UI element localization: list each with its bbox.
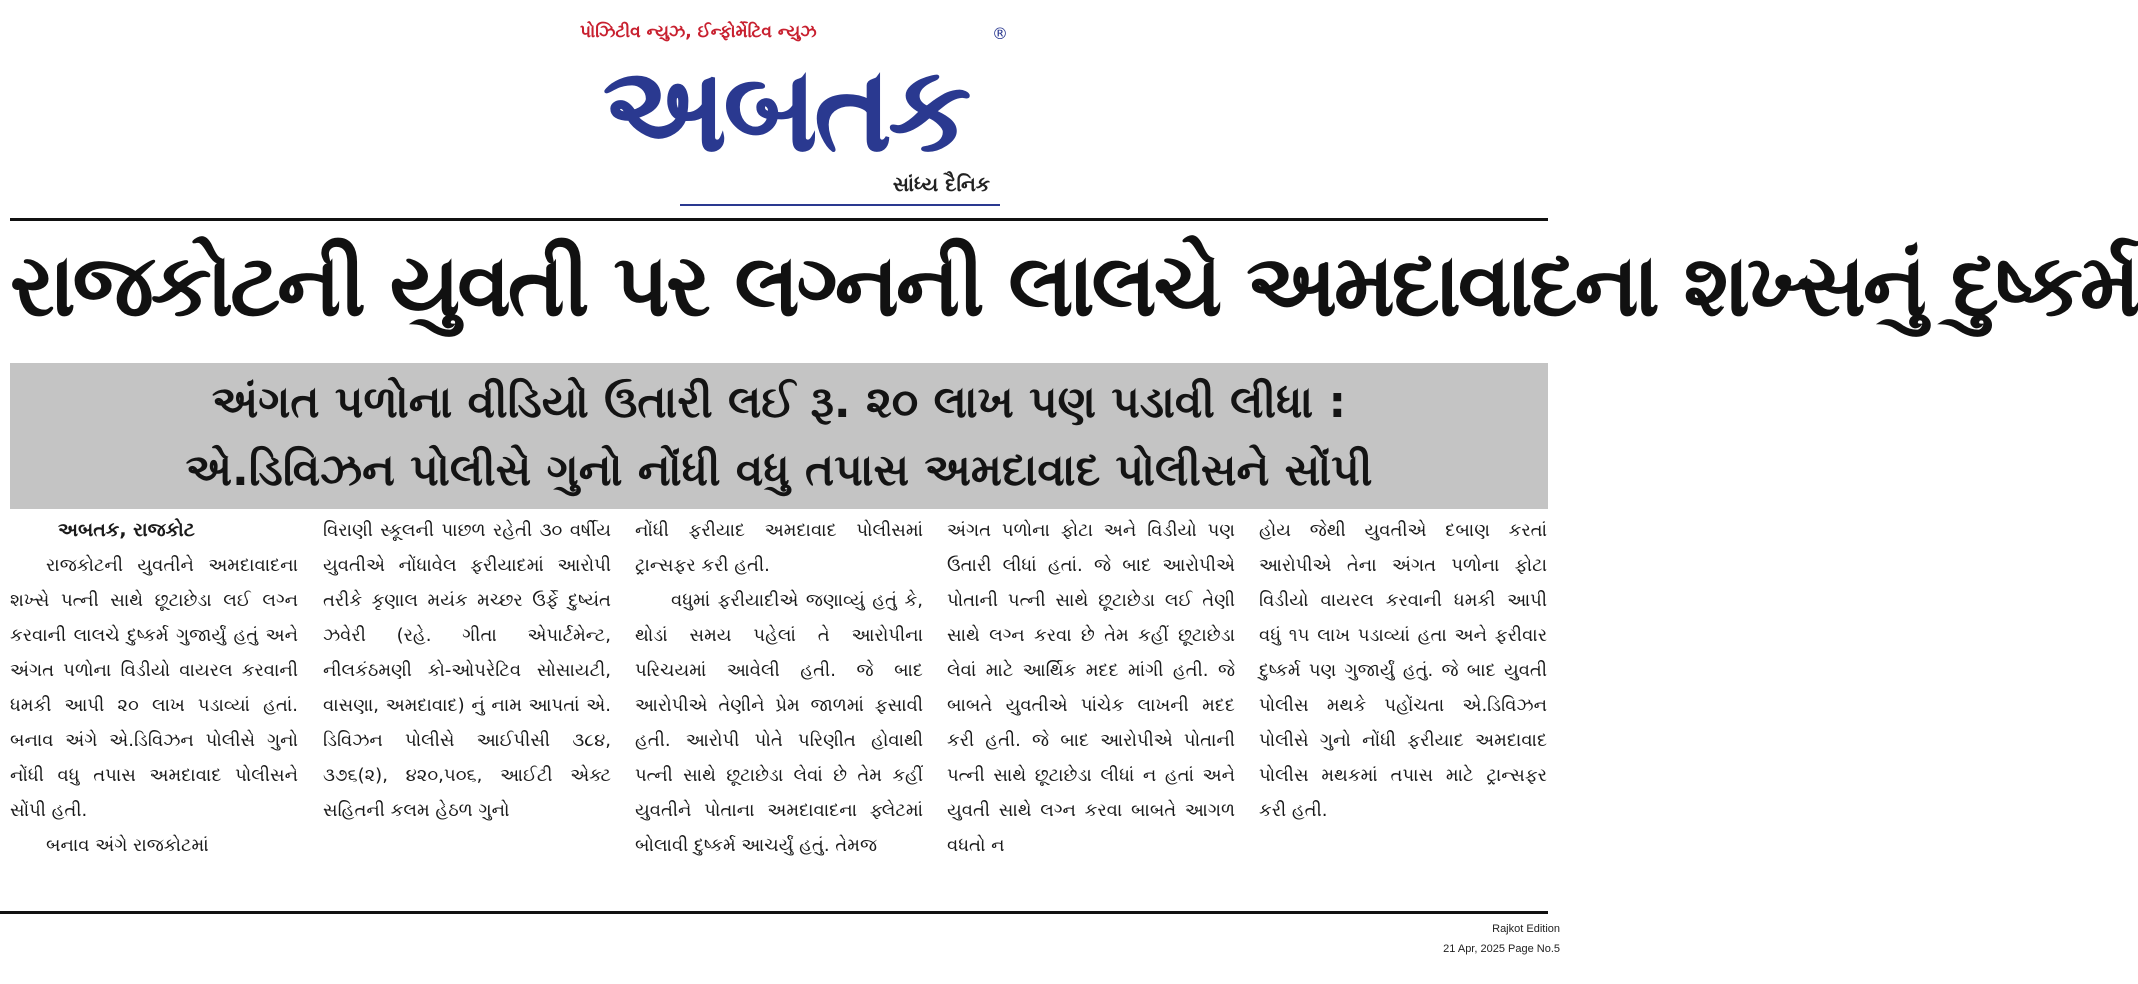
article-column-4 bbox=[947, 513, 1235, 905]
paragraph: વધુમાં ફરીયાદીએ જણાવ્યું હતું કે, થોડાં સમય પહેલાં તે આરોપીના પરિચયમાં આવેલી હતી. જે બાદ આરોપીએ તેણીને પ્રેમ જાળમાં ફસાવી હતી. આરોપી પોતે પરિણીત હોવાથી પત્ની સાથે છૂટાછેડા લેવાં છે તેમ કહીં યુવતીને પોતાના અમદાવાદના ફ્લેટમાં બોલાવી દુષ્કર્મ આચર્યું હતું. તેમજ bbox=[635, 590, 923, 856]
paragraph: અંગત પળોના ફોટા અને વિડીયો પણ ઉતારી લીધાં હતાં. જે બાદ આરોપીએ પોતાની પત્ની સાથે છૂટાછેડા લઈ તેણી સાથે લગ્ન કરવા છે તેમ કહીં છૂટાછેડા લેવાં માટે આર્થિક મદદ માંગી હતી. જે બાબતે યુવતીએ પાંચેક લાખની મદદ કરી હતી. જે બાદ આરોપીએ પોતાની પત્ની સાથે છૂટાછેડા લીધાં ન હતાં અને યુવતી સાથે લગ્ન કરવા બાબતે આગળ વધતો ન bbox=[947, 520, 1235, 856]
edition-info bbox=[1443, 919, 1560, 959]
edition-date-page: 21 Apr, 2025 Page No.5 bbox=[1443, 943, 1560, 955]
edition-name: Rajkot Edition bbox=[1492, 923, 1560, 935]
paragraph: હોય જેથી યુવતીએ દબાણ કરતાં આરોપીએ તેના અંગત પળોના ફોટા વિડીયો વાયરલ કરવાની ધમકી આપી વધું ૧૫ લાખ પડાવ્યાં હતા અને ફરીવાર દુષ્કર્મ પણ ગુજાર્યું હતું. જે બાદ યુવતી પોલીસ મથકે પહોંચતા એ.ડિવિઝન પોલીસે ગુનો નોંધી ફરીયાદ અમદાવાદ પોલીસ મથકમાં તપાસ માટે ટ્રાન્સફર કરી હતી. bbox=[1259, 520, 1547, 821]
tagline: પોઝિટીવ ન્યુઝ, ઈન્ફોર્મેટિવ ન્યુઝ bbox=[580, 22, 817, 42]
article-column-3 bbox=[635, 513, 923, 905]
paragraph: બનાવ અંગે રાજકોટમાં bbox=[46, 835, 209, 856]
article-column-1 bbox=[10, 513, 298, 905]
article-column-5 bbox=[1259, 513, 1547, 905]
masthead bbox=[560, 14, 1030, 204]
paragraph: નોંધી ફરીયાદ અમદાવાદ પોલીસમાં ટ્રાન્સફર કરી હતી. bbox=[635, 520, 923, 576]
article-body bbox=[10, 513, 1550, 905]
subheadline-box bbox=[10, 363, 1548, 509]
subheadline-line-2: એ.ડિવિઝન પોલીસે ગુનો નોંધી વધુ તપાસ અમદાવાદ પોલીસને સોંપી bbox=[185, 445, 1373, 496]
bottom-rule bbox=[0, 911, 1548, 914]
paragraph: વિરાણી સ્કૂલની પાછળ રહેતી ૩૦ વર્ષીય યુવતીએ નોંધાવેલ ફરીયાદમાં આરોપી તરીકે કૃણાલ મયંક મચ્છર ઉર્ફે દુષ્યંત ઝવેરી (રહે. ગીતા એપાર્ટમેન્ટ, નીલકંઠમણી કો-ઓપરેટિવ સોસાયટી, વાસણા, અમદાવાદ) નું નામ આપતાં એ. ડિવિઝન પોલીસે આઈપીસી ૩૮૪, ૩૭૬(૨), ૪૨૦,૫૦૬, આઈટી એક્ટ સહિતની કલમ હેઠળ ગુનો bbox=[323, 520, 611, 821]
registered-mark: ® bbox=[992, 24, 1008, 43]
logo-underline bbox=[680, 204, 1000, 206]
dateline: અબતક, રાજકોટ bbox=[58, 519, 195, 541]
article-column-2 bbox=[323, 513, 611, 905]
paragraph: રાજકોટની યુવતીને અમદાવાદના શખ્સે પત્ની સાથે છૂટાછેડા લઈ લગ્ન કરવાની લાલચે દુષ્કર્મ ગુજાર્યું હતું અને અંગત પળોના વિડીયો વાયરલ કરવાની ધમકી આપી ૨૦ લાખ પડાવ્યાં હતાં. બનાવ અંગે એ.ડિવિઝન પોલીસે ગુનો નોંધી વધુ તપાસ અમદાવાદ પોલીસને સોંપી હતી. bbox=[10, 555, 298, 821]
newspaper-logo: અબતક bbox=[602, 40, 968, 178]
subheadline-line-1: અંગત પળોના વીડિયો ઉતારી લઈ રૂ. ૨૦ લાખ પણ પડાવી લીધા : bbox=[211, 377, 1347, 428]
subbrand: સાંધ્ય દૈનિક bbox=[892, 172, 990, 196]
headline: રાજકોટની યુવતી પર લગ્નની લાલચે અમદાવાદના શખ્સનું દુષ્કર્મ bbox=[10, 236, 2138, 336]
top-rule bbox=[10, 218, 1548, 221]
